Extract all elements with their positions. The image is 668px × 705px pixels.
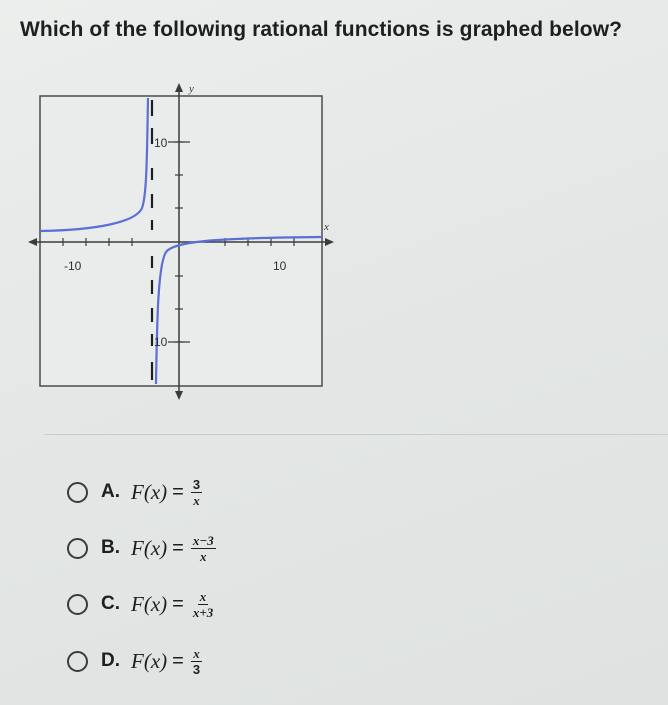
choice-letter: D. — [101, 650, 120, 671]
tick-label-y-pos: 10 — [154, 136, 168, 150]
equals-sign: = — [172, 592, 184, 615]
fraction — [191, 534, 216, 563]
choice-a[interactable] — [67, 472, 367, 512]
section-divider — [44, 434, 668, 435]
choice-d[interactable] — [67, 641, 367, 681]
tick-label-x-pos: 10 — [273, 259, 287, 273]
fraction — [191, 478, 202, 507]
x-axis-left-arrow — [28, 238, 37, 246]
radio-button-b[interactable] — [67, 538, 88, 559]
numerator: 3 — [192, 476, 201, 492]
numerator: x — [199, 588, 207, 604]
choice-b[interactable] — [67, 528, 367, 568]
y-axis-bottom-arrow — [175, 391, 183, 400]
choice-letter: A. — [101, 481, 120, 502]
tick-label-y-neg: 10 — [154, 335, 168, 349]
denominator: x+3 — [192, 604, 214, 620]
choice-c[interactable] — [67, 584, 367, 624]
x-axis-right-arrow — [325, 238, 334, 246]
y-axis-top-arrow — [175, 83, 183, 92]
equals-sign: = — [172, 649, 184, 672]
numerator: x−3 — [192, 532, 214, 548]
choice-letter: C. — [101, 593, 120, 614]
equals-sign: = — [172, 536, 184, 559]
numerator: x — [193, 645, 200, 661]
choice-letter: B. — [101, 537, 120, 558]
function-name: F(x) — [131, 648, 168, 673]
fraction — [191, 647, 202, 676]
radio-button-a[interactable] — [67, 482, 88, 503]
function-name: F(x) — [131, 479, 168, 504]
x-axis-label: x — [324, 221, 329, 233]
function-graph — [28, 80, 338, 405]
graph-svg — [28, 80, 338, 400]
denominator: 3 — [192, 661, 201, 677]
y-axis-label: y — [189, 83, 194, 95]
denominator: x — [200, 548, 207, 564]
radio-button-c[interactable] — [67, 594, 88, 615]
tick-label-x-neg: -10 — [64, 259, 82, 273]
denominator: x — [193, 492, 200, 508]
fraction — [191, 590, 215, 619]
equals-sign: = — [172, 480, 184, 503]
function-name: F(x) — [131, 535, 168, 560]
question-text: Which of the following rational functions is graphed below? — [20, 18, 623, 41]
radio-button-d[interactable] — [67, 651, 88, 672]
function-name: F(x) — [131, 591, 168, 616]
